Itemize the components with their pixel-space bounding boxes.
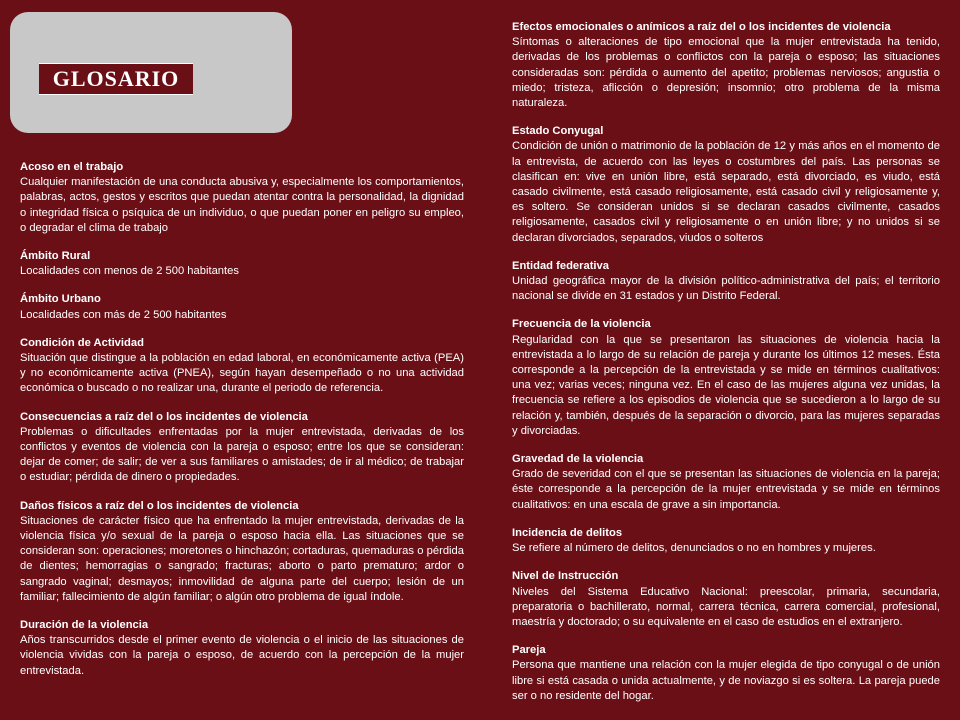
glossary-definition: Se refiere al número de delitos, denunciados o no en hombres y mujeres. — [512, 542, 876, 555]
right-column — [512, 20, 940, 717]
glossary-term: Estado Conyugal — [512, 125, 604, 138]
glossary-term: Ámbito Urbano — [20, 293, 101, 306]
glossary-term: Entidad federativa — [512, 259, 609, 272]
glossary-definition: Años transcurridos desde el primer evento de violencia o el inicio de las situaciones de violencia vividas con la pareja o esposo, de acuerdo con la percepción de la mujer entrevistada. — [20, 634, 464, 677]
glossary-term: Ámbito Rural — [20, 250, 91, 263]
glossary-definition: Localidades con menos de 2 500 habitantes — [20, 265, 239, 278]
glossary-definition: Localidades con más de 2 500 habitantes — [20, 308, 227, 321]
glossary-definition: Situaciones de carácter físico que ha enfrentado la mujer entrevistada, derivadas de la violencia física y/o sexual de la pareja o esposo hacia ella. Las situaciones que se consideran son: operaciones; moretones o hinchazón; cortaduras, quemaduras o pérdida de dientes; hemorragias o sangrado; fracturas; aborto o parto prematuro; ardor o sangrado vaginal; desmayos; inmovilidad de alguna parte del cuerpo; lesión de un familiar; fallecimiento de algún familiar; o algún otro problema de igual índole. — [20, 514, 464, 603]
glossary-entry — [20, 410, 464, 486]
glossary-definition: Persona que mantiene una relación con la mujer elegida de tipo conyugal o de unión libre si está casada o unida actualmente, y de noviazgo si es soltera. La pareja puede ser o no residente del hogar. — [512, 659, 940, 702]
glossary-term: Nivel de Instrucción — [512, 570, 619, 583]
glossary-entry — [512, 643, 940, 704]
glossary-term: Consecuencias a raíz del o los incidentes de violencia — [20, 410, 308, 423]
glossary-entry — [512, 569, 940, 630]
glossary-term: Efectos emocionales o anímicos a raíz del o los incidentes de violencia — [512, 21, 891, 33]
glossary-entry — [512, 317, 940, 439]
glossary-entry — [20, 499, 464, 605]
glossary-term: Gravedad de la violencia — [512, 453, 644, 466]
glossary-definition: Situación que distingue a la población en edad laboral, en económicamente activa (PEA) y no económicamente activa (PNEA), según hayan desempeñado o no una actividad económica o buscado o no realizar una, durante el periodo de referencia. — [20, 352, 464, 395]
glossary-definition: Síntomas o alteraciones de tipo emocional que la mujer entrevistada ha tenido, derivadas de los problemas o conflictos con la pareja o esposo; las situaciones consideradas son: pérdida o aumento del apetito; problemas nerviosos; angustia o miedo; tristeza, aflicción o depresión; insomnio; otro problema de la misma naturaleza. — [512, 36, 940, 110]
left-column — [20, 160, 464, 692]
glossary-entry — [512, 259, 940, 305]
glossary-term: Duración de la violencia — [20, 619, 149, 632]
page-title: GLOSARIO — [52, 66, 180, 91]
glossary-definition: Grado de severidad con el que se presentan las situaciones de violencia en la pareja; éste corresponde a la percepción de la mujer entrevistada y se mide en términos cualitativos: en una escala de grave a sin importancia. — [512, 468, 940, 511]
glossary-term: Frecuencia de la violencia — [512, 318, 651, 331]
glossary-term: Condición de Actividad — [20, 336, 144, 349]
glossary-entry — [20, 292, 464, 322]
glossary-entry — [512, 526, 940, 556]
glossary-definition: Unidad geográfica mayor de la división político-administrativa del país; el territorio nacional se divide en 31 estados y un Distrito Federal. — [512, 275, 940, 303]
glossary-entry — [20, 249, 464, 279]
glossary-term: Daños físicos a raíz del o los incidentes de violencia — [20, 499, 299, 512]
glossary-entry — [512, 452, 940, 513]
glossary-definition: Regularidad con la que se presentaron las situaciones de violencia hacia la entrevistada a lo largo de su relación de pareja y durante los últimos 12 meses. Ésta corresponde a la percepción de la entrevistada y se mide en términos cualitativos: una vez; varias veces; ninguna vez. En el caso de las mujeres alguna vez unidas, la frecuencia se refiere a los episodios de violencia que se sucedieron a lo largo de su relación y, también, después de la separación o divorcio, para las mujeres separadas y divorciadas. — [512, 333, 940, 437]
glossary-term: Incidencia de delitos — [512, 526, 623, 539]
glossary-entry — [20, 618, 464, 679]
glossary-definition: Cualquier manifestación de una conducta abusiva y, especialmente los comportamientos, palabras, actos, gestos y escritos que puedan atentar contra la personalidad, la dignidad o integridad física o psíquica de un individuo, o que puedan poner en peligro su empleo, o degradar el clima de trabajo — [20, 176, 464, 234]
title-banner — [39, 63, 193, 95]
glossary-definition: Niveles del Sistema Educativo Nacional: preescolar, primaria, secundaria, preparatoria o bachillerato, normal, carrera técnica, carrera comercial, profesional, maestría y doctorado; o su equivalente en el caso de estudios en el extranjero. — [512, 585, 940, 628]
glossary-entry — [20, 336, 464, 397]
glossary-entry — [512, 20, 940, 111]
glossary-definition: Condición de unión o matrimonio de la población de 12 y más años en el momento de la entrevista, de acuerdo con las leyes o costumbres del país. Las personas se clasifican en: vive en unión libre, está separado, está divorciado, es viudo, está casado civilmente, está casado religiosamente, está casado civil y religiosamente y, es soltero. Se consideran unidos si se declaran casados civilmente, casados religiosamente, casados civil y religiosamente o en unión libre; y no unidos si se declaran divorciados, separados, viudos o solteros — [512, 140, 940, 244]
glossary-term: Pareja — [512, 644, 546, 657]
glossary-entry — [20, 160, 464, 236]
glossary-definition: Problemas o dificultades enfrentadas por la mujer entrevistada, derivadas de los conflictos y eventos de violencia con la pareja o esposo; entre los que se consideran: dejar de comer; de salir; de ver a sus familiares o amistades; de ir al médico; de trabajar o estudiar; pérdida de dinero o propiedades. — [20, 425, 464, 484]
glossary-entry — [512, 124, 940, 246]
glossary-term: Acoso en el trabajo — [20, 161, 124, 173]
